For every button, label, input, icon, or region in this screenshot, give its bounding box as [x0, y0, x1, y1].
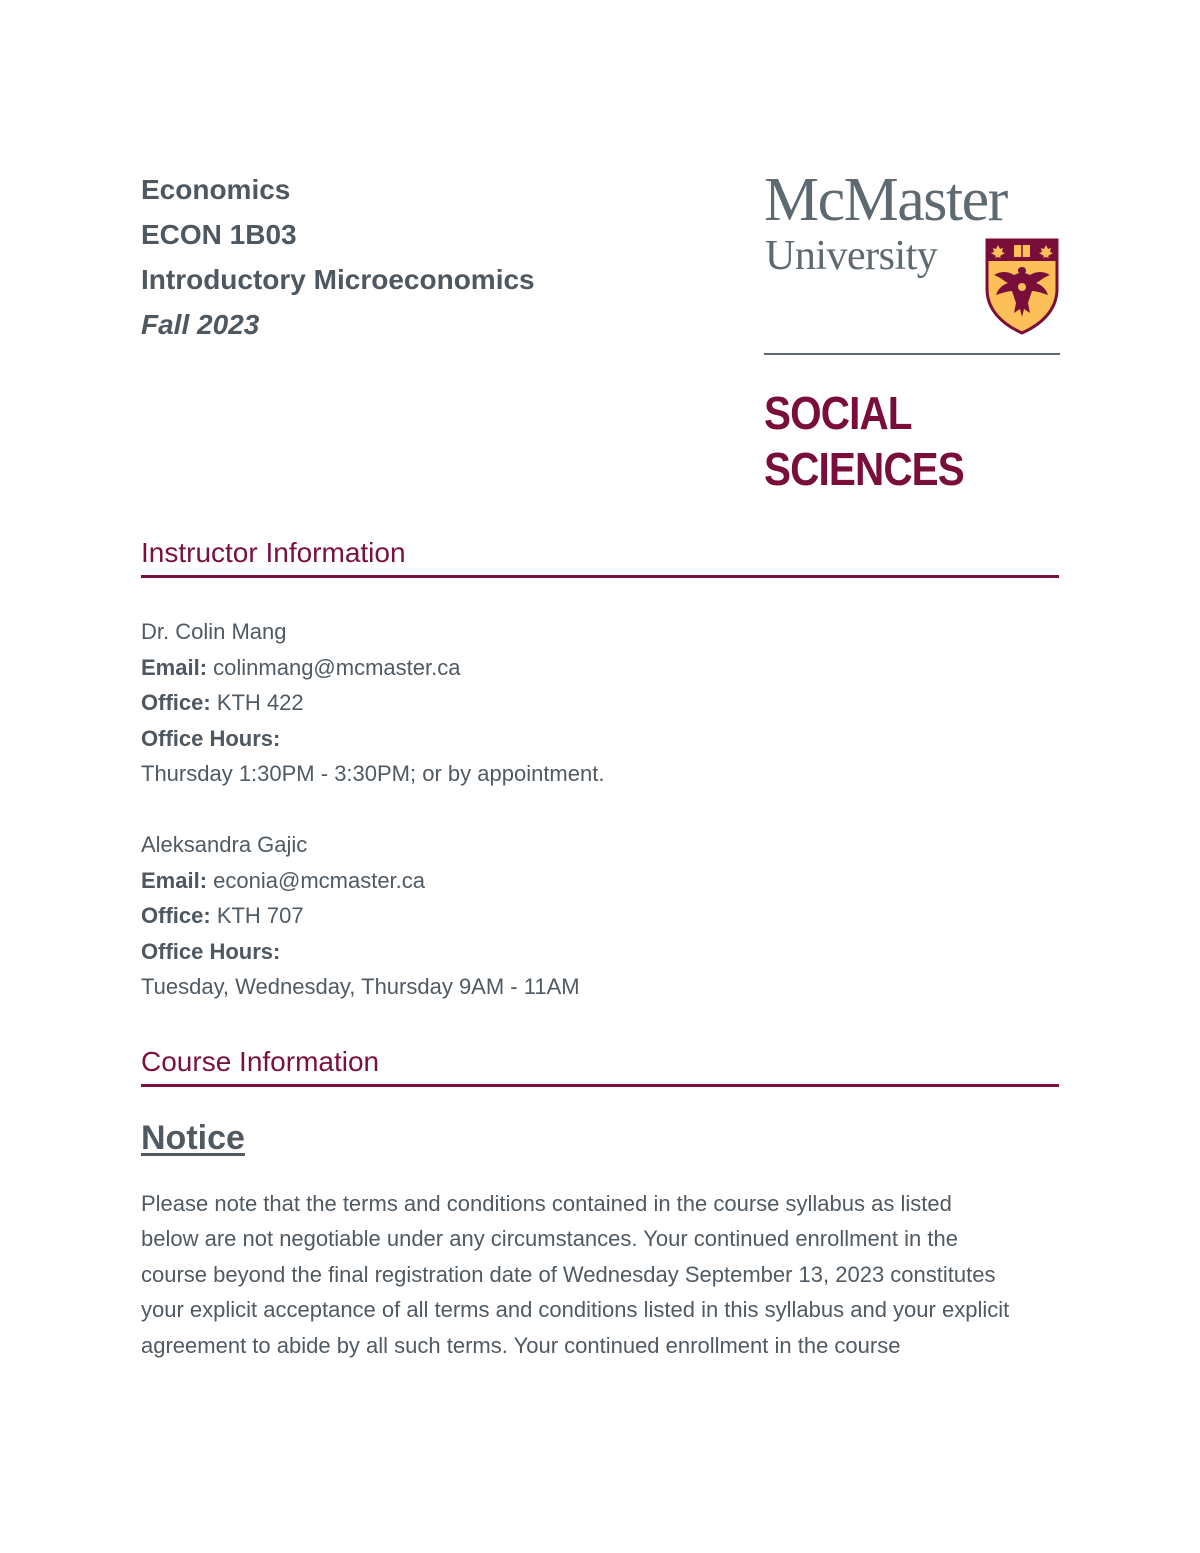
instructor-name: Aleksandra Gajic	[141, 832, 308, 857]
instructor-office: KTH 707	[216, 903, 304, 928]
office-label: Office:	[141, 903, 211, 928]
instructor-email-line	[141, 863, 580, 899]
notice-line: Please note that the terms and conditions contained in the course syllabus as listed	[141, 1191, 952, 1216]
department-name: Economics	[141, 174, 291, 205]
instructor-office-line	[141, 898, 580, 934]
course-code: ECON 1B03	[141, 219, 297, 250]
office-hours-label: Office Hours:	[141, 725, 281, 751]
notice-title: Notice	[141, 1119, 245, 1157]
notice-line: your explicit acceptance of all terms and conditions listed in this syllabus and your explicit	[141, 1297, 1010, 1323]
mcmaster-crest-icon	[984, 237, 1060, 335]
course-header	[141, 167, 535, 347]
mcmaster-social-sciences-logo	[764, 165, 1060, 495]
course-term: Fall 2023	[141, 309, 260, 340]
office-hours-value: Tuesday, Wednesday, Thursday 9AM - 11AM	[141, 974, 580, 999]
logo-university-text: University	[765, 233, 938, 279]
notice-line: below are not negotiable under any circumstances. Your continued enrollment in the	[141, 1226, 958, 1252]
instructor-email-link[interactable]: econia@mcmaster.ca	[213, 867, 426, 893]
course-information-heading: Course Information	[141, 1044, 1059, 1087]
course-title: Introductory Microeconomics	[141, 264, 535, 295]
notice-line: course beyond the final registration date of Wednesday September 13, 2023 constitutes	[141, 1261, 996, 1287]
instructor-2	[141, 827, 580, 1005]
instructor-email-line	[141, 650, 604, 686]
instructor-office: KTH 422	[216, 690, 304, 715]
logo-social-sciences-text: SOCIAL SCIENCES	[764, 387, 964, 495]
notice-line: agreement to abide by all such terms. Your continued enrollment in the course	[141, 1332, 901, 1358]
instructor-office-line	[141, 685, 604, 721]
instructor-email-link[interactable]: colinmang@mcmaster.ca	[213, 654, 461, 680]
logo-divider	[764, 353, 1060, 355]
email-label: Email:	[141, 867, 208, 893]
notice-paragraph	[141, 1186, 1061, 1363]
office-hours-label: Office Hours:	[141, 938, 281, 964]
instructor-information-heading: Instructor Information	[141, 535, 1059, 578]
office-label: Office:	[141, 690, 211, 715]
email-label: Email:	[141, 654, 208, 680]
logo-mcmaster-text: McMaster	[764, 166, 1007, 234]
office-hours-value: Thursday 1:30PM - 3:30PM; or by appointment.	[141, 761, 605, 786]
instructor-name: Dr. Colin Mang	[141, 619, 287, 644]
instructor-1	[141, 614, 604, 792]
